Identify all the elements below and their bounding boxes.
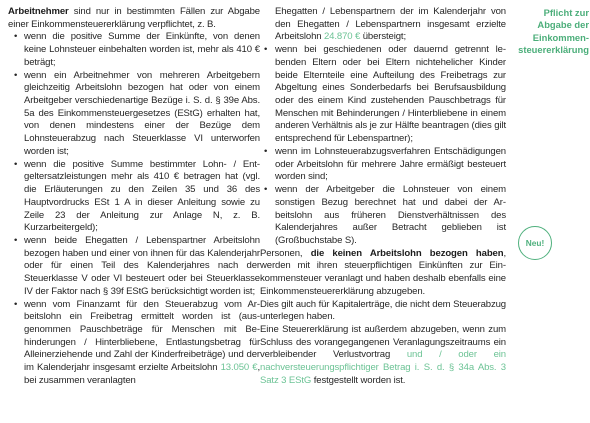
continued-bullet-text: [260, 6, 506, 44]
new-badge: [518, 226, 552, 260]
paragraph-no-wage: [260, 248, 506, 299]
middle-column: [260, 6, 506, 388]
left-column: [8, 6, 260, 388]
paragraph-text: , werden mit ihren steuerpflichtigen Einkünften zur Einkommensteuer veranlagt und haben deshalb ebenfalls eine Einkommensteuererklärung abzugeben.: [260, 247, 506, 297]
list-item: • wenn beide Ehegatten / Lebenspartner Arbeitslohn bezogen haben und einer von ihnen für das Kalenderjahr oder für einen Teil des Kalenderjahres nach der Steuerklasse V oder VI besteuert oder bei Steuerklasse IV der Faktor nach § 39f EStG berücksichtigt worden ist;: [8, 235, 260, 299]
new-badge-label: Neu!: [525, 238, 545, 248]
paragraph-text: festgestellt worden ist.: [311, 374, 406, 386]
paragraph-text: Eine Steuererklärung ist außerdem abzugeben, wenn zum Schluss des vorangegangenen Veranlagungszeitraums ein verbleibender Verlustvortrag: [260, 323, 506, 361]
list-item: • wenn der Arbeitgeber die Lohnsteuer von einem sonstigen Bezug berechnet hat und dabei der Arbeitslohn aus früheren Dienstverhältnissen des Kalenderjahres außer Betracht geblieben ist (Großbuchstabe S).: [260, 184, 506, 248]
amount-highlight: 13.050 €: [220, 362, 258, 374]
sidebar-heading-line: Pflicht zur: [543, 7, 589, 18]
list-item: • wenn bei geschiedenen oder dauernd getrennt lebenden Eltern oder bei Eltern nichtehelicher Kinder beide Elternteile eine Aufteilung des Freibetrags zur Abgeltung eines Sonderbedarfs bei Berufsausbildung oder des einem Kind zustehenden Pauschbetrags für Menschen mit Behinderungen / Hinterbliebene in einem anderen Verhältnis als je zur Hälfte beantragen (dies gilt entsprechend für Lebenspartner);: [260, 44, 506, 146]
paragraph-capital-gains: Dies gilt auch für Kapitalerträge, die nicht dem Steuerabzug unterlegen haben.: [260, 298, 506, 323]
sidebar-heading-line: Abgabe der: [537, 19, 589, 31]
list-item-text: , bei zusammen veranlagten: [24, 362, 261, 386]
sidebar-heading: [510, 7, 589, 56]
list-item: • wenn die positive Summe der Einkünfte, von denen keine Lohnsteuer einbehalten worden ist, mehr als 410 € beträgt;: [8, 31, 260, 69]
list-item-text: wenn vom Finanzamt für den Steuerabzug vom Arbeitslohn ein Freibetrag ermittelt worden ist (ausgenommen Pauschbeträge für Menschen mit Behinderungen / Hinterbliebene, Entlastungsbetrag für Alleinerziehende und Zahl der Kinderfreibeträge) und der im Kalenderjahr insgesamt erzielte Arbeitslohn: [24, 298, 260, 374]
list-item: • wenn im Lohnsteuerabzugsverfahren Entschädigungen oder Arbeitslohn für mehrere Jahre ermäßigt besteuert worden sind;: [260, 146, 506, 184]
sidebar-heading-line: Einkommensteuererklärung: [518, 31, 589, 55]
paragraph-text: Personen,: [260, 247, 311, 259]
list-item: • wenn ein Arbeitnehmer von mehreren Arbeitgebern gleichzeitig Arbeitslohn bezogen hat oder von einem Arbeitgeber verschiedenartige Bezüge i. S. d. § 39e Abs. 5a des Einkommensteuergesetzes (EStG) erhalten hat, von denen mindestens einer der Bezüge dem Lohnsteuerabzug nach Steuerklasse VI unterworfen worden ist;: [8, 70, 260, 159]
intro-paragraph: [8, 6, 260, 31]
continued-text: Ehegatten / Lebenspartnern der im Kalenderjahr von den Ehegatten / Lebenspartnern insgesamt erzielte Arbeitslohn: [275, 6, 506, 43]
intro-bold: Arbeitnehmer: [8, 6, 69, 17]
intro-text: sind nur in bestimmten Fällen zur Abgabe einer Einkommensteuererklärung verpflichtet, z. B.: [8, 6, 260, 30]
amount-highlight: 24.870 €: [323, 31, 361, 43]
paragraph-loss-carryforward: [260, 324, 506, 388]
middle-bullet-list: [260, 44, 506, 248]
list-item: [8, 299, 260, 388]
list-item: • wenn die positive Summe bestimmter Lohn- / Entgeltersatzleistungen mehr als 410 € betragen hat (vgl. die Erläuterungen zu den Zeilen 35 und 36 des Hauptvordrucks ESt 1 A in dieser Anleitung sowie zu Zeile 23 der Anleitung zur Anlage N, z. B. Kurzarbeitergeld);: [8, 159, 260, 235]
paragraph-highlight: und / oder ein nachversteuerungspflichtiger Betrag i. S. d. § 34a Abs. 3 Satz 3 EStG: [260, 349, 506, 386]
left-bullet-list: [8, 31, 260, 387]
continued-text: übersteigt;: [360, 31, 406, 43]
paragraph-bold: die keinen Arbeitslohn bezogen haben: [310, 247, 504, 259]
